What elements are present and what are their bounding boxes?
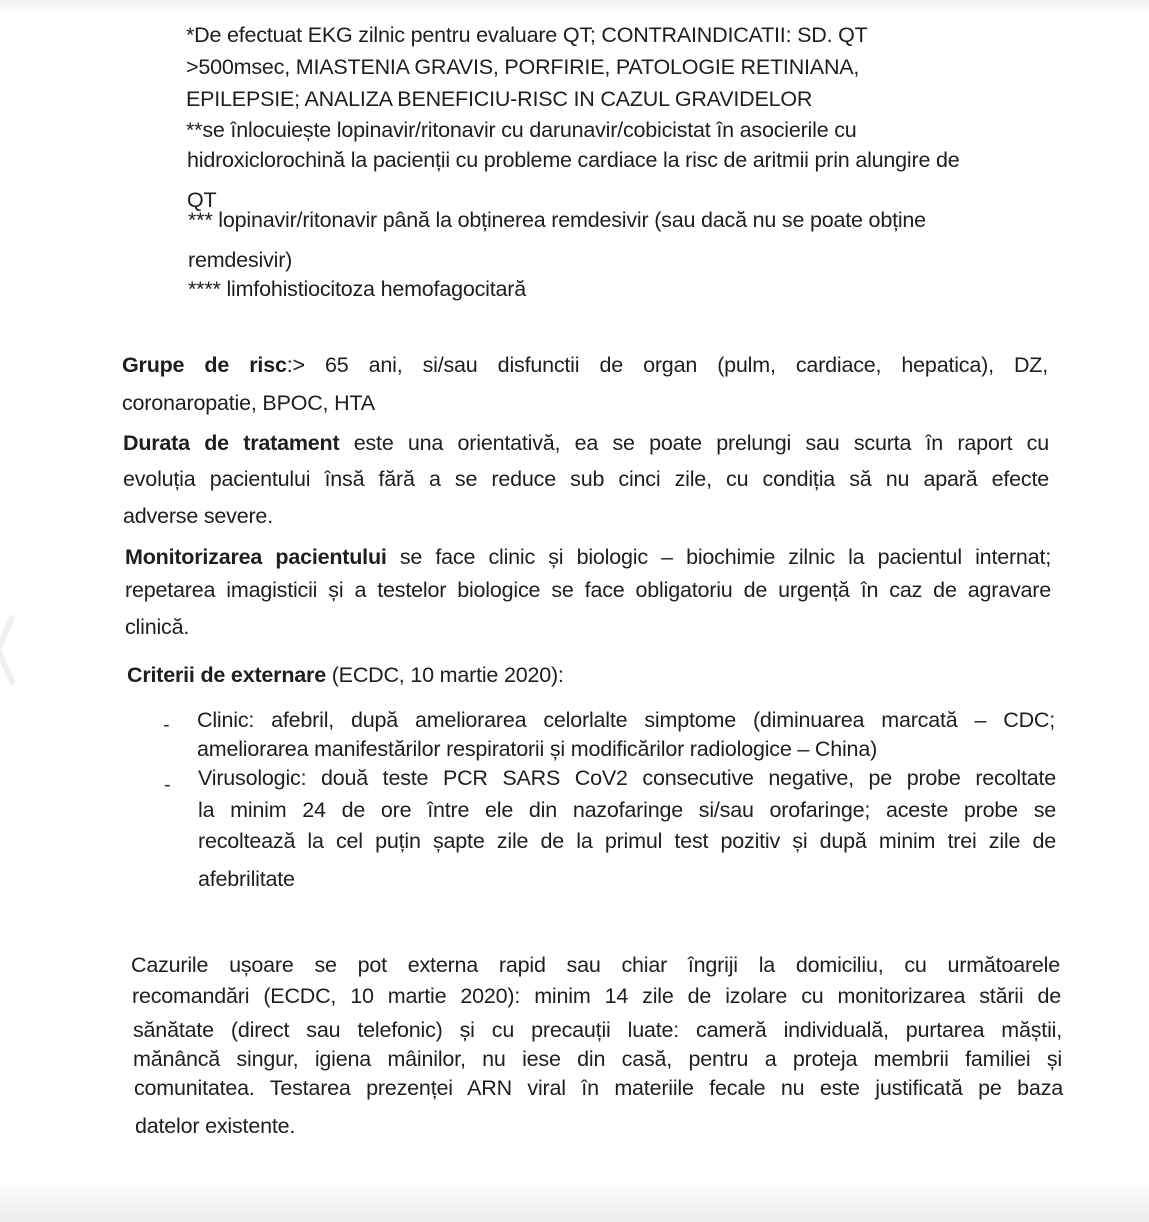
text-line — [123, 430, 1049, 456]
text-line: ameliorarea manifestărilor respiratorii și modificărilor radiologice – China) — [197, 737, 878, 761]
text-line: mănâncă singur, igiena mâinilor, nu iese din casă, pentru a proteja membrii familiei și — [133, 1047, 1062, 1071]
bullet: - — [164, 774, 171, 796]
text-line — [122, 352, 1048, 378]
text-line — [125, 544, 1051, 570]
text-line: **** limfohistiocitoza hemofagocitară — [188, 277, 526, 301]
duration-label: Durata de tratament — [123, 431, 340, 455]
text-line: Virusologic: două teste PCR SARS CoV2 consecutive negative, pe probe recoltate — [198, 766, 1056, 790]
text-span: se face clinic și biologic – biochimie zilnic la pacientul internat; — [386, 545, 1051, 569]
text-line: clinică. — [125, 615, 190, 639]
text-line: remdesivir) — [188, 248, 293, 272]
text-line: afebrilitate — [198, 867, 295, 891]
discharge-label: Criterii de externare — [127, 663, 326, 687]
text-line: coronaropatie, BPOC, HTA — [122, 391, 375, 415]
text-line: *** lopinavir/ritonavir până la obținerea remdesivir (sau dacă nu se poate obține — [188, 208, 926, 232]
text-span: este una orientativă, ea se poate prelungi sau scurta în raport cu — [339, 431, 1049, 455]
text-line: Clinic: afebril, după ameliorarea celorlalte simptome (diminuarea marcată – CDC; — [197, 708, 1055, 732]
text-line: evoluția pacientului însă fără a se reduce sub cinci zile, cu condiția să nu apară efecte — [123, 467, 1049, 491]
section-heading — [127, 662, 564, 688]
risk-groups-label: Grupe de risc — [122, 353, 287, 377]
text-line: EPILEPSIE; ANALIZA BENEFICIU-RISC IN CAZUL GRAVIDELOR — [186, 87, 813, 111]
text-line: *De efectuat EKG zilnic pentru evaluare QT; CONTRAINDICATII: SD. QT — [186, 23, 868, 47]
text-line: **se înlocuiește lopinavir/ritonavir cu darunavir/cobicistat în asocierile cu — [186, 118, 857, 142]
text-line: Cazurile ușoare se pot externa rapid sau chiar îngriji la domiciliu, cu următoarele — [131, 953, 1060, 977]
monitoring-label: Monitorizarea pacientului — [125, 545, 387, 569]
chevron-left-icon[interactable] — [0, 610, 20, 690]
text-line: QT — [187, 188, 217, 212]
text-line: sănătate (direct sau telefonic) și cu precauții luate: cameră individuală, purtarea măștii, — [133, 1018, 1062, 1042]
text-line: repetarea imagisticii și a testelor biologice se face obligatoriu de urgență în caz de agravare — [125, 578, 1051, 602]
text-line: recomandări (ECDC, 10 martie 2020): minim 14 zile de izolare cu monitorizarea stării de — [132, 984, 1061, 1008]
bullet: - — [163, 714, 170, 736]
text-line: recoltează la cel puțin șapte zile de la primul test pozitiv și după minim trei zile de — [198, 829, 1056, 853]
text-span: (ECDC, 10 martie 2020): — [325, 663, 564, 687]
text-line: >500msec, MIASTENIA GRAVIS, PORFIRIE, PATOLOGIE RETINIANA, — [186, 55, 860, 79]
text-span: :> 65 ani, si/sau disfunctii de organ (pulm, cardiace, hepatica), DZ, — [286, 353, 1048, 377]
text-line: la minim 24 de ore între ele din nazofaringe si/sau orofaringe; aceste probe se — [198, 798, 1056, 822]
text-line: datelor existente. — [135, 1114, 296, 1138]
text-line: adverse severe. — [123, 504, 273, 528]
text-line: comunitatea. Testarea prezenței ARN viral în materiile fecale nu este justificată pe baza — [134, 1076, 1063, 1100]
text-line: hidroxiclorochină la pacienții cu probleme cardiace la risc de aritmii prin alungire de — [187, 148, 960, 172]
